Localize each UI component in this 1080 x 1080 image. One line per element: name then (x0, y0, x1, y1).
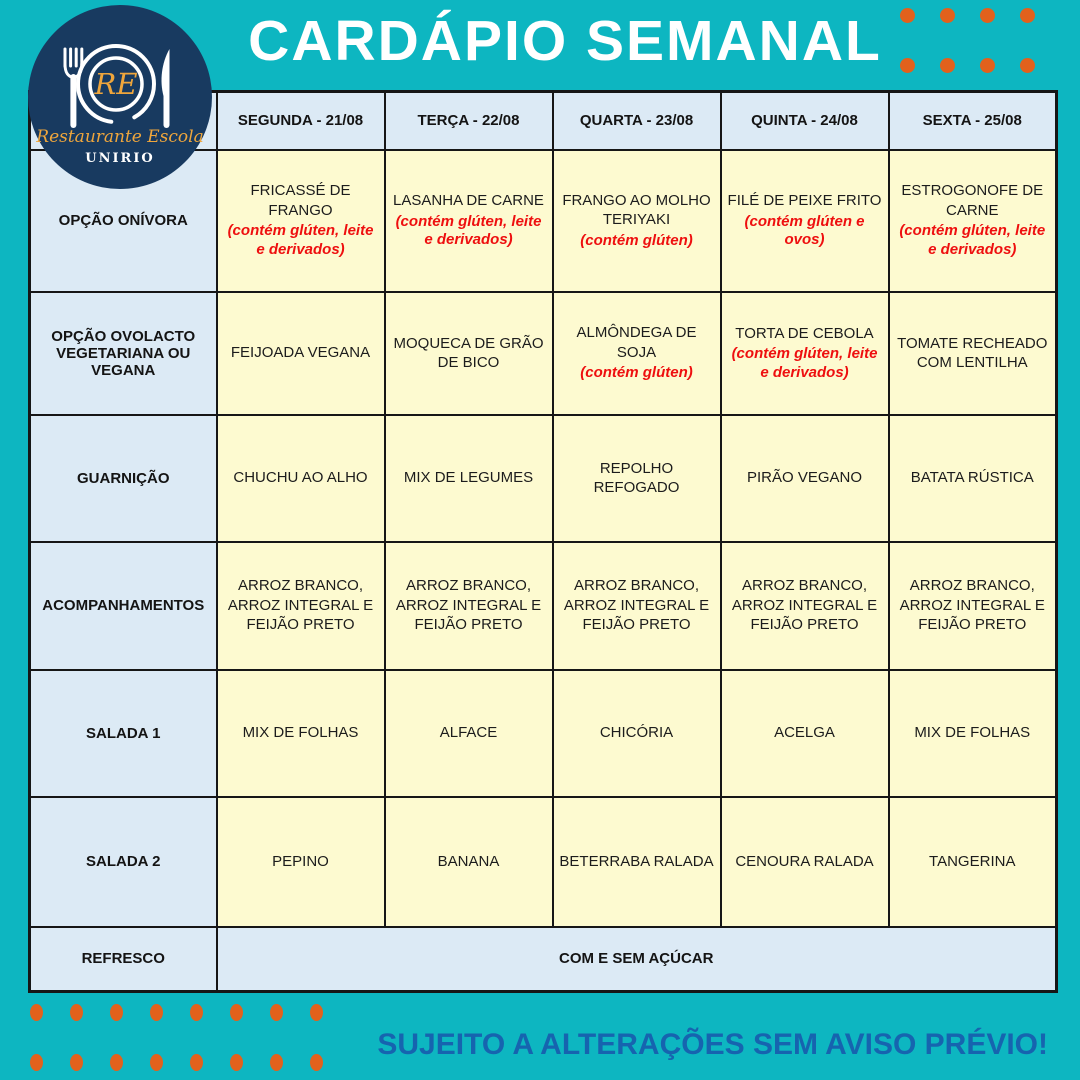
menu-cell (889, 542, 1057, 670)
row-label: OPÇÃO OVOLACTO VEGETARIANA OU VEGANA (30, 292, 217, 415)
dot-grid-bottom-left (30, 1004, 323, 1071)
menu-cell (553, 670, 721, 797)
dish-name: ARROZ BRANCO, ARROZ INTEGRAL E FEIJÃO PRETO (227, 577, 374, 634)
dish-name: MOQUECA DE GRÃO DE BICO (393, 334, 544, 371)
allergen-note: (contém glúten) (580, 231, 693, 249)
menu-cell (889, 797, 1057, 927)
table-row-accompaniments (30, 542, 1057, 670)
allergen-note: (contém glúten e ovos) (744, 212, 865, 249)
beverage-cell: COM E SEM AÇÚCAR (217, 927, 1057, 992)
menu-cell (889, 670, 1057, 797)
logo-restaurant-name: Restaurante Escola (36, 127, 204, 147)
menu-cell (721, 415, 889, 542)
dish-name: ARROZ BRANCO, ARROZ INTEGRAL E FEIJÃO PRETO (899, 577, 1045, 634)
dish-name: CHUCHU AO ALHO (233, 469, 368, 487)
page-title: CARDÁPIO SEMANAL (248, 9, 882, 73)
menu-cell (553, 292, 721, 415)
orange-dot (310, 1004, 323, 1021)
row-label: ACOMPANHAMENTOS (30, 542, 217, 670)
orange-dot (230, 1054, 243, 1071)
menu-cell (385, 797, 553, 927)
orange-dot (230, 1004, 243, 1021)
table-row-vegetarian (30, 292, 1057, 415)
dish-name: BANANA (437, 852, 500, 870)
dish-name: REPOLHO REFOGADO (593, 459, 680, 496)
orange-dot (980, 8, 995, 23)
allergen-note: (contém glúten, leite e derivados) (395, 212, 542, 249)
menu-cell (217, 797, 385, 927)
dish-name: PEPINO (272, 852, 329, 870)
menu-cell (721, 797, 889, 927)
orange-dot (940, 58, 955, 73)
allergen-note: (contém glúten) (580, 364, 693, 382)
menu-cell (889, 415, 1057, 542)
dish-name: ALFACE (439, 724, 498, 742)
menu-cell (385, 415, 553, 542)
orange-dot (110, 1004, 123, 1021)
orange-dot (270, 1004, 283, 1021)
row-label: REFRESCO (30, 927, 217, 992)
orange-dot (30, 1054, 43, 1071)
disclaimer-text: SUJEITO A ALTERAÇÕES SEM AVISO PRÉVIO! (377, 1028, 1048, 1061)
weekly-menu-table (28, 90, 1058, 993)
menu-cell (553, 542, 721, 670)
dish-name: TANGERINA (929, 852, 1016, 870)
orange-dot (30, 1004, 43, 1021)
orange-dot (940, 8, 955, 23)
table-row-side-dish (30, 415, 1057, 542)
menu-cell (721, 150, 889, 292)
menu-cell (385, 292, 553, 415)
orange-dot (980, 58, 995, 73)
allergen-note: (contém glúten, leite e derivados) (899, 222, 1046, 258)
menu-cell (385, 670, 553, 797)
menu-cell (721, 292, 889, 415)
dish-name: MIX DE LEGUMES (403, 469, 534, 487)
orange-dot (110, 1054, 123, 1071)
allergen-note: (contém glúten, leite e derivados) (227, 222, 374, 258)
orange-dot (1020, 8, 1035, 23)
orange-dot (310, 1054, 323, 1071)
table-row-salad-1 (30, 670, 1057, 797)
restaurant-logo (28, 5, 212, 189)
dish-name: TORTA DE CEBOLA (735, 324, 874, 342)
dish-name: MIX DE FOLHAS (914, 724, 1031, 742)
dish-name: FRICASSÉ DE FRANGO (250, 182, 351, 219)
dish-name: ESTROGONOFE DE CARNE (901, 182, 1044, 219)
orange-dot (150, 1004, 163, 1021)
orange-dot (1020, 58, 1035, 73)
dish-name: ARROZ BRANCO, ARROZ INTEGRAL E FEIJÃO PRETO (731, 577, 878, 634)
dish-name: CENOURA RALADA (735, 852, 874, 870)
dish-name: FILÉ DE PEIXE FRITO (727, 192, 882, 209)
menu-cell (217, 150, 385, 292)
menu-cell (217, 292, 385, 415)
day-header-friday: SEXTA - 25/08 (889, 92, 1057, 150)
row-label: GUARNIÇÃO (30, 415, 217, 542)
menu-cell (721, 670, 889, 797)
dish-name: PIRÃO VEGANO (746, 469, 863, 487)
menu-cell (385, 542, 553, 670)
orange-dot (70, 1054, 83, 1071)
menu-cell (553, 797, 721, 927)
menu-cell (889, 292, 1057, 415)
orange-dot (190, 1054, 203, 1071)
orange-dot (70, 1004, 83, 1021)
dish-name: FRANGO AO MOLHO TERIYAKI (562, 191, 711, 229)
menu-cell (217, 542, 385, 670)
dish-name: CHICÓRIA (599, 724, 674, 742)
menu-cell (553, 150, 721, 292)
orange-dot (190, 1004, 203, 1021)
day-header-wednesday: QUARTA - 23/08 (553, 92, 721, 150)
day-header-thursday: QUINTA - 24/08 (721, 92, 889, 150)
logo-institution: UNIRIO (85, 151, 155, 166)
menu-cell (889, 150, 1057, 292)
dish-name: ARROZ BRANCO, ARROZ INTEGRAL E FEIJÃO PRETO (563, 577, 710, 634)
table-row-beverage (30, 927, 1057, 992)
dish-name: ACELGA (774, 724, 835, 742)
day-header-tuesday: TERÇA - 22/08 (385, 92, 553, 150)
logo-initials: RE (94, 67, 138, 101)
day-header-monday: SEGUNDA - 21/08 (217, 92, 385, 150)
table-row-salad-2 (30, 797, 1057, 927)
menu-cell (217, 415, 385, 542)
dish-name: BETERRABA RALADA (559, 852, 714, 870)
orange-dot (150, 1054, 163, 1071)
row-label: SALADA 1 (30, 670, 217, 797)
menu-cell (553, 415, 721, 542)
dish-name: BATATA RÚSTICA (910, 469, 1034, 487)
dish-name: MIX DE FOLHAS (242, 724, 359, 742)
orange-dot (270, 1054, 283, 1071)
dish-name: LASANHA DE CARNE (393, 192, 544, 209)
menu-cell (385, 150, 553, 292)
dish-name: ALMÔNDEGA DE SOJA (576, 324, 697, 361)
menu-cell (721, 542, 889, 670)
allergen-note: (contém glúten, leite e derivados) (731, 345, 878, 381)
menu-cell (217, 670, 385, 797)
row-label: SALADA 2 (30, 797, 217, 927)
orange-dot (900, 8, 915, 23)
dish-name: FEIJOADA VEGANA (230, 344, 371, 362)
dot-grid-top-right (900, 8, 1035, 73)
dish-name: TOMATE RECHEADO COM LENTILHA (897, 334, 1048, 371)
orange-dot (900, 58, 915, 73)
row-label: OPÇÃO ONÍVORA (30, 150, 217, 292)
dish-name: ARROZ BRANCO, ARROZ INTEGRAL E FEIJÃO PRETO (395, 577, 542, 634)
